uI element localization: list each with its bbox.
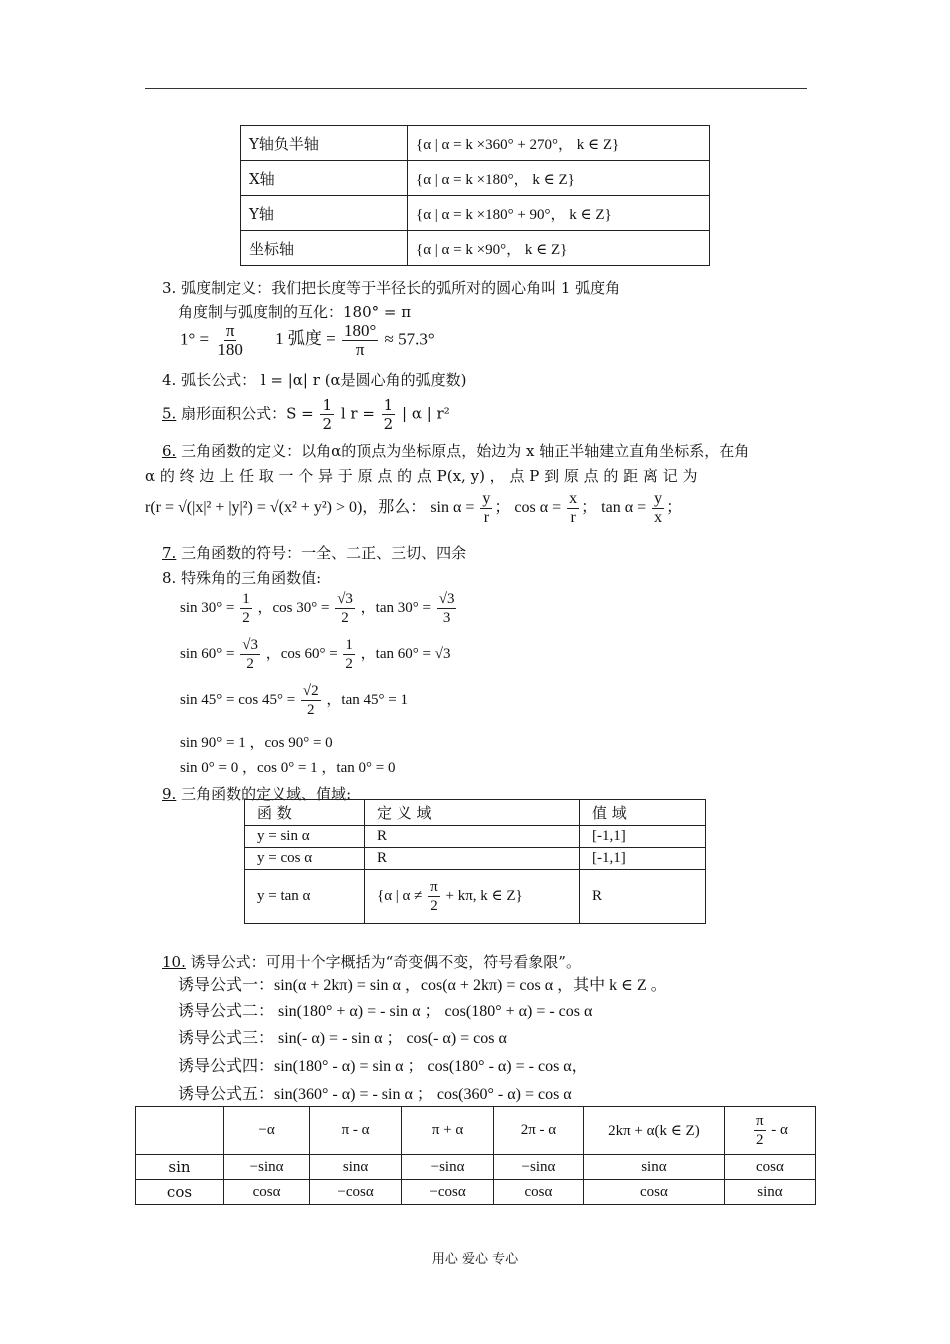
frac-num: π [430,879,438,895]
section8-row1 [180,590,458,627]
domain-part-b: + kπ, k ∈ Z} [445,887,523,904]
deg-fraction [215,322,245,359]
row-set: {α | α = k ×90°， k ∈ Z} [408,231,710,266]
frac-den: 2 [756,1132,764,1148]
cell: sinα [310,1155,402,1180]
function-cell: y = cos α [245,848,365,870]
cell: −sinα [402,1155,494,1180]
section3-line2: 角度制与弧度制的互化：180° = π [178,303,412,321]
cos30-lhs: ，cos 30° = [257,599,330,616]
header-cell [136,1107,224,1155]
section8-row2 [180,636,450,673]
function-cell: y = sin α [245,826,365,848]
cos-fraction [567,490,579,527]
frac-num: y [482,490,491,507]
sin60-lhs: sin 60° = [180,645,235,662]
sin60-fraction [240,636,260,673]
header-range: 值 域 [580,800,706,826]
cos60-fraction [343,636,355,673]
formula-5: 诱导公式五：sin(360° - α) = - sin α ； cos(360° - α) = cos α [178,1086,572,1103]
section6-r-def: r(r = √(|x|² + |y|²) = √(x² + y²) > 0)，那么： [145,499,427,517]
section8-row3 [180,682,408,719]
domain-cell: R [365,826,580,848]
section8-title: 8. 特殊角的三角函数值: [162,569,322,587]
cos-lhs: cos α = [514,499,562,517]
header-cell: −α [224,1107,310,1155]
section9-prefix: 9. [162,785,177,803]
function-cell: y = tan α [245,870,365,924]
section5-frac1 [320,396,334,433]
section6-line2: α 的 终 边 上 任 取 一 个 异 于 原 点 的 点 P(x, y) ， 点 P 到 原 点 的 距 离 记 为 [145,467,698,485]
induction-table [135,1106,816,1205]
range-cell: [-1,1] [580,848,706,870]
formula-4: 诱导公式四：sin(180° - α) = sin α ； cos(180° - α) = - cos α， [178,1058,588,1075]
row-label: 坐标轴 [241,231,408,266]
deg-lhs: 1° = [180,329,210,349]
section5-frac2 [382,396,396,433]
section9-text: 三角函数的定义域、值域: [176,785,352,803]
section5 [162,396,450,433]
frac-num: 1 [322,396,333,414]
deg-den: 180 [217,340,243,359]
cell: −sinα [224,1155,310,1180]
header-cell: π + α [402,1107,494,1155]
frac-num: 1 [383,396,394,414]
table-row [245,870,706,924]
formula-2: 诱导公式二： sin(180° + α) = - sin α ； cos(180° + α) = - cos α [178,1003,593,1020]
cell: cosα [494,1180,584,1205]
header-domain: 定 义 域 [365,800,580,826]
section5-mid: l r = [340,404,375,423]
tan30-fraction [437,590,457,627]
table-row [136,1155,816,1180]
table-row [241,196,710,231]
row-label: Y轴 [241,196,408,231]
frac-num: √3 [337,591,353,607]
page-footer: 用心 爱心 专心 [431,1252,519,1267]
header-cell [724,1107,815,1155]
row-label: cos [136,1180,224,1205]
section7 [162,542,466,563]
section6-prefix: 6. [162,442,177,460]
rad-tail: ≈ 57.3° [384,329,435,349]
cos60-lhs: ，cos 60° = [265,645,338,662]
deg-num: π [225,321,235,340]
domain-range-table [244,799,706,924]
sin-fraction [480,490,492,527]
tan30-lhs: ，tan 30° = [360,599,431,616]
frac-den: r [483,509,490,526]
frac-den: 2 [242,610,250,626]
header-cell: π - α [310,1107,402,1155]
section8-row5: sin 0° = 0 ，cos 0° = 1 ，tan 0° = 0 [180,760,396,776]
table-row [241,231,710,266]
domain-cell [365,870,580,924]
sin30-lhs: sin 30° = [180,599,235,616]
section6-line1 [162,440,749,461]
frac-den: 2 [430,898,438,914]
frac-num: y [654,490,663,507]
table-header-row [245,800,706,826]
domain-cell: R [365,848,580,870]
header-rule [145,88,807,89]
header-cell: 2kπ + α(k ∈ Z) [583,1107,724,1155]
domain-fraction [428,878,440,915]
frac-den: 3 [442,610,451,626]
frac-num: 1 [345,637,353,653]
cell: cosα [224,1180,310,1205]
cell: −cosα [402,1180,494,1205]
section7-text: 三角函数的符号：一全、二正、三切、四余 [176,544,467,562]
cos30-fraction [335,590,355,627]
section8-row4: sin 90° = 1 ，cos 90° = 0 [180,735,333,751]
table-row [245,826,706,848]
row-label: sin [136,1155,224,1180]
range-cell: [-1,1] [580,826,706,848]
cell: −cosα [310,1180,402,1205]
range-cell: R [580,870,706,924]
table-header-row [136,1107,816,1155]
header-cell: 2π - α [494,1107,584,1155]
row-label: Y轴负半轴 [241,126,408,161]
tan45-value: ，tan 45° = 1 [326,691,408,708]
table-row [241,126,710,161]
section7-prefix: 7. [162,544,177,562]
frac-num: √3 [438,591,455,607]
section10-title [162,951,581,972]
header-function: 函 数 [245,800,365,826]
frac-den: 2 [307,702,315,718]
cell: sinα [724,1180,815,1205]
row-label: X轴 [241,161,408,196]
frac-num: √3 [242,637,258,653]
section3-title: 3. 弧度制定义：我们把长度等于半径长的弧所对的圆心角叫 1 弧度角 [162,279,621,297]
section5-prefix: 5. [162,404,177,423]
section5-text: 扇形面积公式：S = [176,404,314,423]
domain-part-a: {α | α ≠ [377,887,423,904]
sin-lhs: sin α = [430,499,475,517]
row-set: {α | α = k ×360° + 270°， k ∈ Z} [408,126,710,161]
frac-den: 2 [246,656,254,672]
row-set: {α | α = k ×180° + 90°， k ∈ Z} [408,196,710,231]
header-tail: - α [771,1121,788,1138]
sin45-fraction [301,682,321,719]
table-row [241,161,710,196]
frac-den: x [654,509,663,526]
section3-conversion [180,322,435,359]
frac-den: r [570,509,576,526]
cell: sinα [583,1155,724,1180]
frac-den: 2 [322,415,333,433]
formula-3: 诱导公式三： sin(- α) = - sin α ； cos(- α) = cos α [178,1030,507,1047]
rad-fraction [342,322,378,359]
rad-den: π [355,340,365,359]
tan-lhs: tan α = [601,499,647,517]
sin45-lhs: sin 45° = cos 45° = [180,691,296,708]
rad-num: 180° [343,321,377,340]
cell: −sinα [494,1155,584,1180]
section10-prefix: 10. [162,953,186,971]
section6-line1-text: 三角函数的定义：以角α的顶点为坐标原点，始边为 x 轴正半轴建立直角坐标系，在角 [176,442,750,460]
cell: cosα [724,1155,815,1180]
frac-num: π [755,1113,764,1129]
frac-den: 2 [341,610,349,626]
sin30-fraction [240,590,252,627]
axis-angle-table [240,125,710,266]
section6-line3: r(r = √(|x|² + |y|²) = √(x² + y²) > 0)，那么： sin α = $\frac{y}{r}$ ； cos α = $\frac{x}{r}$ ； tan α = $\frac{y}{x}$ ； [145,490,683,526]
rad-lhs: 1 弧度 = [275,329,336,349]
header-fraction [754,1112,766,1149]
section4-text: 4. 弧长公式： l = |α| r (α是圆心角的弧度数) [162,371,467,389]
tan-fraction [652,490,664,527]
section10-text: 诱导公式：可用十个字概括为“奇变偶不变，符号看象限”。 [185,953,581,971]
frac-den: 2 [383,415,394,433]
table-row [136,1180,816,1205]
frac-num: 1 [242,591,250,607]
frac-num: x [569,490,578,507]
tan60-value: ，tan 60° = √3 [360,645,451,662]
formula-1: 诱导公式一：sin(α + 2kπ) = sin α ，cos(α + 2kπ) = cos α ，其中 k ∈ Z 。 [178,977,667,994]
row-set: {α | α = k ×180°， k ∈ Z} [408,161,710,196]
table-row [245,848,706,870]
section5-tail: | α | r² [402,404,450,423]
frac-num: √2 [302,683,319,699]
frac-den: 2 [345,656,353,672]
cell: cosα [583,1180,724,1205]
